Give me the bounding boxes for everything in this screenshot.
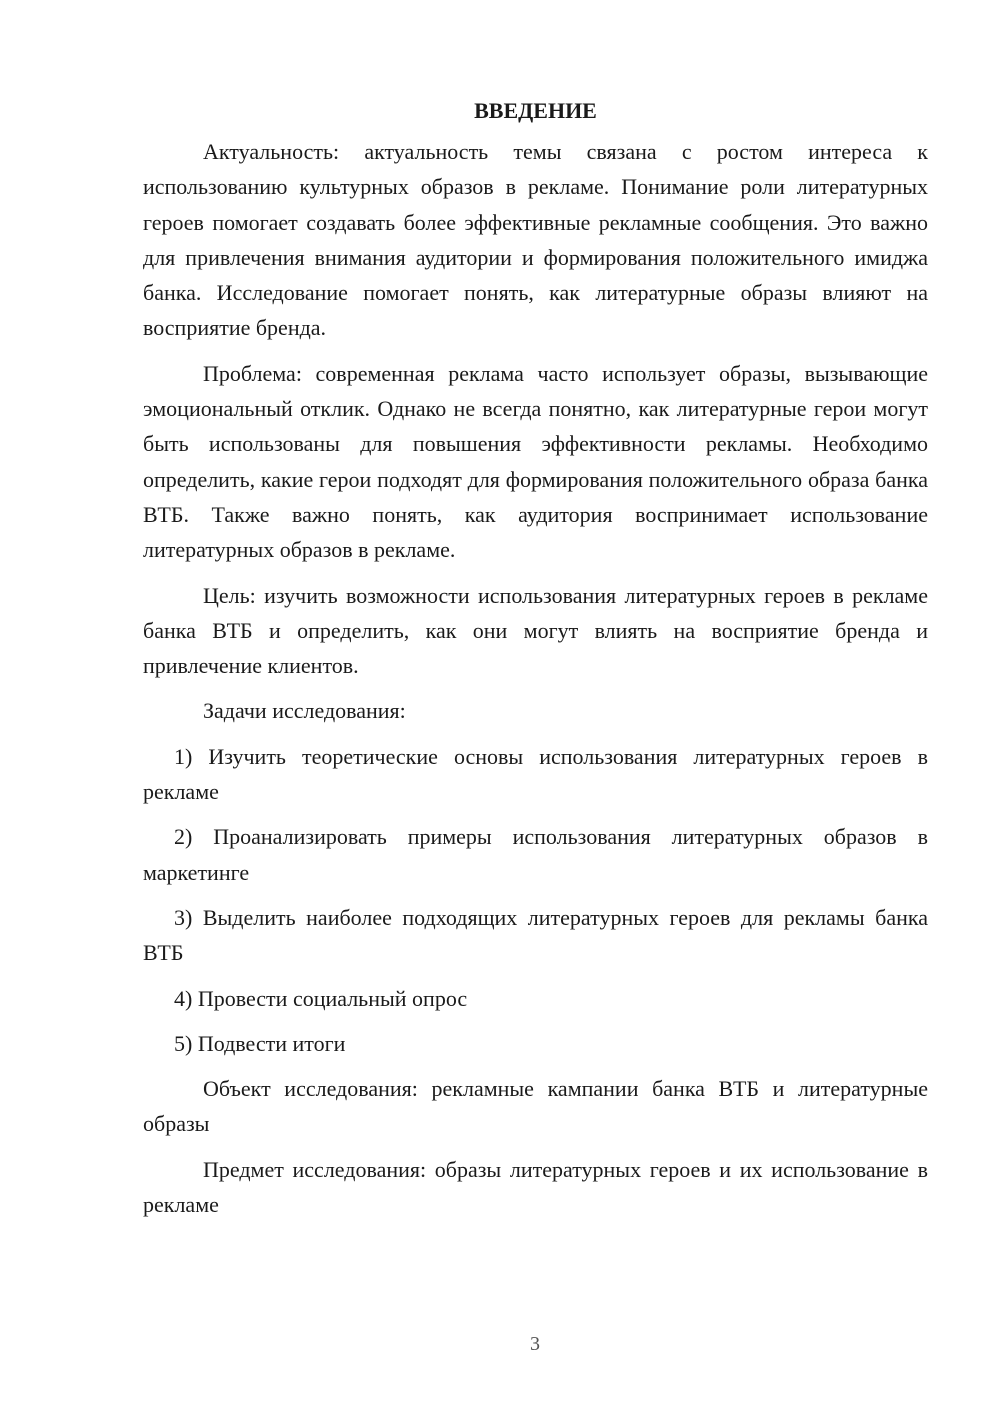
object-paragraph: Объект исследования: рекламные кампании банка ВТБ и литературные образы	[143, 1076, 928, 1137]
relevance-paragraph: Актуальность: актуальность темы связана с ростом интереса к использованию культурных образов в рекламе. Понимание роли литературных героев помогает создавать более эффективные рекламные сообщения. Это важно для привлечения внимания аудитории и формирования положительного имиджа банка. Исследование помогает понять, как литературные образы влияют на восприятие бренда.	[143, 139, 928, 341]
task-item: 1) Изучить теоретические основы использования литературных героев в рекламе	[143, 743, 928, 805]
task-item: 3) Выделить наиболее подходящих литературных героев для рекламы банка ВТБ	[143, 904, 928, 966]
tasks-heading: Задачи исследования:	[203, 698, 406, 724]
section-title: ВВЕДЕНИЕ	[474, 98, 597, 123]
task-item: 2) Проанализировать примеры использования литературных образов в маркетинге	[143, 824, 928, 885]
goal-paragraph: Цель: изучить возможности использования литературных героев в рекламе банка ВТБ и определить, как они могут влиять на восприятие бренда и привлечение клиентов.	[143, 582, 928, 679]
task-item: 5) Подвести итоги	[174, 1030, 346, 1056]
page-content	[143, 88, 928, 1232]
problem-paragraph: Проблема: современная реклама часто использует образы, вызывающие эмоциональный отклик. Однако не всегда понятно, как литературные герои могут быть использованы для повышения эффективности рекламы. Необходимо определить, какие герои подходят для формирования положительного образа банка ВТБ. Также важно понять, как аудитория воспринимает использование литературных образов в рекламе.	[143, 360, 928, 563]
subject-paragraph: Предмет исследования: образы литературных героев и их использование в рекламе	[143, 1156, 928, 1218]
task-item: 4) Провести социальный опрос	[174, 985, 468, 1011]
page-number: 3	[530, 1333, 540, 1355]
